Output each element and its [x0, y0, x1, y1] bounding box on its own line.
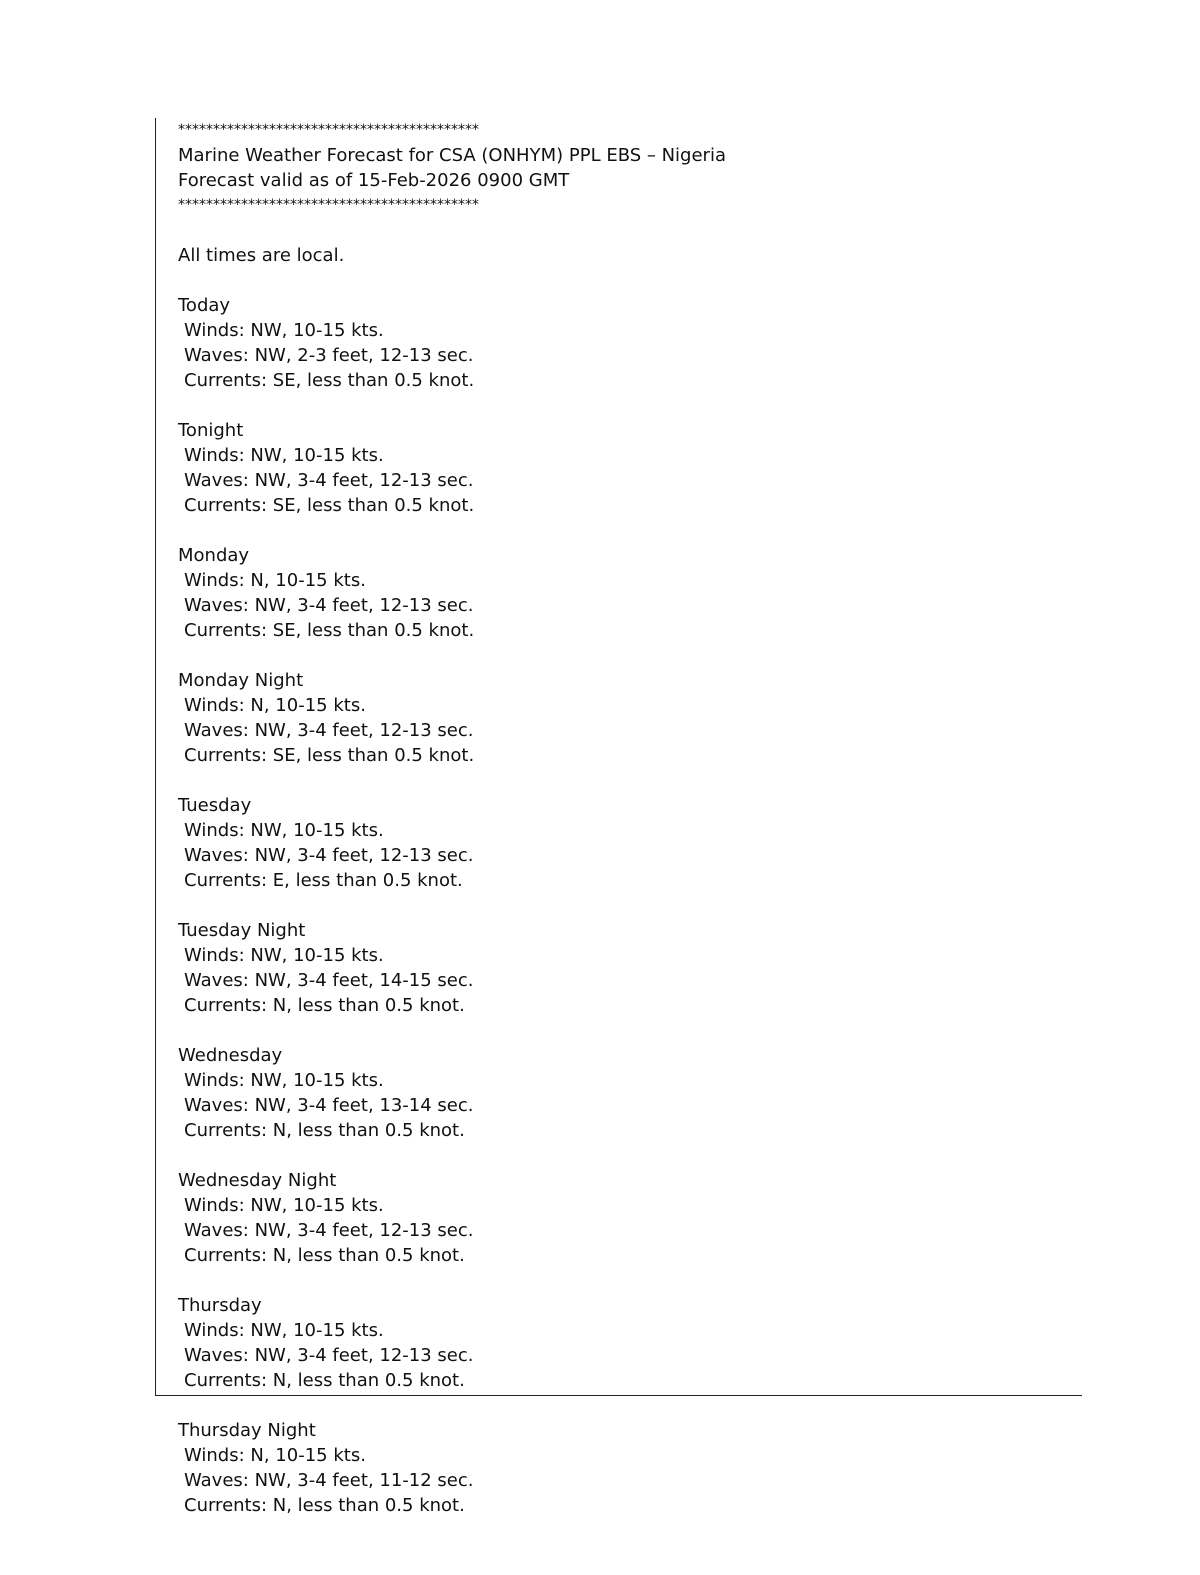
period-winds: Winds: NW, 10-15 kts. [184, 945, 384, 966]
period-waves: Waves: NW, 3-4 feet, 13-14 sec. [184, 1095, 474, 1116]
period-currents: Currents: N, less than 0.5 knot. [184, 995, 465, 1016]
period-waves: Waves: NW, 3-4 feet, 12-13 sec. [184, 1220, 474, 1241]
period-waves: Waves: NW, 3-4 feet, 14-15 sec. [184, 970, 474, 991]
forecast-period-monday [178, 543, 1078, 643]
period-currents: Currents: E, less than 0.5 knot. [184, 870, 463, 891]
forecast-period-wednesday-night [178, 1168, 1078, 1268]
forecast-period-thursday-night [178, 1418, 1078, 1518]
period-name: Wednesday [178, 1045, 283, 1066]
period-waves: Waves: NW, 3-4 feet, 12-13 sec. [184, 470, 474, 491]
forecast-period-thursday [178, 1293, 1078, 1393]
time-note: All times are local. [178, 245, 345, 266]
period-currents: Currents: N, less than 0.5 knot. [184, 1495, 465, 1516]
period-waves: Waves: NW, 3-4 feet, 12-13 sec. [184, 1345, 474, 1366]
period-currents: Currents: SE, less than 0.5 knot. [184, 495, 475, 516]
period-winds: Winds: N, 10-15 kts. [184, 1445, 366, 1466]
forecast-period-tuesday-night [178, 918, 1078, 1018]
period-name: Tuesday Night [178, 920, 306, 941]
period-currents: Currents: N, less than 0.5 knot. [184, 1370, 465, 1391]
period-currents: Currents: SE, less than 0.5 knot. [184, 620, 475, 641]
period-name: Today [178, 295, 231, 316]
asterisk-divider-top: ******************************************* [178, 122, 479, 138]
period-name: Tuesday [178, 795, 252, 816]
spacer [178, 218, 1078, 243]
period-winds: Winds: N, 10-15 kts. [184, 695, 366, 716]
period-winds: Winds: NW, 10-15 kts. [184, 445, 384, 466]
period-name: Thursday Night [178, 1420, 316, 1441]
left-border-line [155, 118, 156, 1396]
period-name: Wednesday Night [178, 1170, 337, 1191]
forecast-period-tonight [178, 418, 1078, 518]
period-name: Monday [178, 545, 250, 566]
period-waves: Waves: NW, 2-3 feet, 12-13 sec. [184, 345, 474, 366]
forecast-period-today [178, 293, 1078, 393]
period-name: Monday Night [178, 670, 304, 691]
period-name: Tonight [178, 420, 244, 441]
forecast-valid-time: Forecast valid as of 15-Feb-2026 0900 GMT [178, 170, 570, 191]
forecast-title: Marine Weather Forecast for CSA (ONHYM) PPL EBS – Nigeria [178, 145, 726, 166]
period-winds: Winds: NW, 10-15 kts. [184, 820, 384, 841]
period-currents: Currents: SE, less than 0.5 knot. [184, 370, 475, 391]
period-winds: Winds: N, 10-15 kts. [184, 570, 366, 591]
period-waves: Waves: NW, 3-4 feet, 12-13 sec. [184, 720, 474, 741]
period-winds: Winds: NW, 10-15 kts. [184, 1195, 384, 1216]
period-currents: Currents: N, less than 0.5 knot. [184, 1245, 465, 1266]
forecast-content [178, 118, 1078, 1543]
period-waves: Waves: NW, 3-4 feet, 12-13 sec. [184, 595, 474, 616]
period-winds: Winds: NW, 10-15 kts. [184, 1320, 384, 1341]
period-winds: Winds: NW, 10-15 kts. [184, 320, 384, 341]
period-waves: Waves: NW, 3-4 feet, 12-13 sec. [184, 845, 474, 866]
spacer [178, 268, 1078, 293]
period-name: Thursday [178, 1295, 262, 1316]
period-winds: Winds: NW, 10-15 kts. [184, 1070, 384, 1091]
forecast-period-monday-night [178, 668, 1078, 768]
forecast-period-tuesday [178, 793, 1078, 893]
period-waves: Waves: NW, 3-4 feet, 11-12 sec. [184, 1470, 474, 1491]
period-currents: Currents: SE, less than 0.5 knot. [184, 745, 475, 766]
asterisk-divider-bottom: ******************************************* [178, 197, 479, 213]
period-currents: Currents: N, less than 0.5 knot. [184, 1120, 465, 1141]
forecast-period-wednesday [178, 1043, 1078, 1143]
